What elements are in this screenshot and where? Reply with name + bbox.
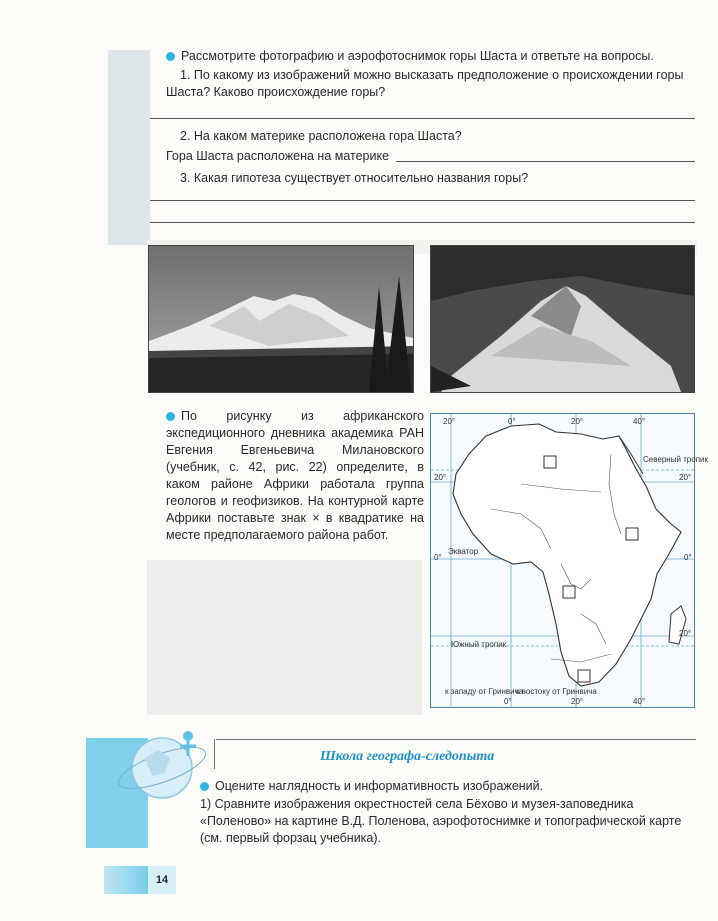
school-bullet: Оцените наглядность и информативность изображений. xyxy=(200,778,695,795)
map-label: 20° xyxy=(571,417,584,426)
map-label: 0° xyxy=(684,553,692,562)
answer-line[interactable] xyxy=(150,222,695,223)
map-label: 40° xyxy=(633,417,646,426)
map-label: 20° xyxy=(434,473,447,482)
map-label: Экватор xyxy=(448,547,479,556)
school-item-1: 1) Сравните изображения окрестностей села Бёхово и музея-заповедника «Поленово» на картине В.Д. Поленова, аэрофотоснимке и топографической карте (см. первый форзац учебника). xyxy=(200,797,682,845)
map-label: к востоку от Гринвича xyxy=(516,687,597,696)
bullet-icon xyxy=(200,782,209,791)
bullet-icon xyxy=(166,412,175,421)
map-label: 20° xyxy=(679,473,692,482)
map-checkbox-east-africa xyxy=(626,528,638,540)
task1-question-1: 1. По какому из изображений можно высказать предположение о происхождении горы Шаста? Каково происхождение горы? xyxy=(166,68,684,99)
mount-shasta-photo xyxy=(148,245,414,393)
page-number: 14 xyxy=(148,866,176,894)
task1-question-3: 3. Какая гипотеза существует относительно названия горы? xyxy=(180,171,529,185)
answer-line[interactable] xyxy=(150,200,695,201)
bullet-icon xyxy=(166,52,175,61)
map-checkbox-south-africa xyxy=(578,670,590,682)
task1-answer-prefix: Гора Шаста расположена на материке xyxy=(166,149,390,163)
map-label: 0° xyxy=(504,697,512,706)
map-label: 20° xyxy=(679,629,692,638)
continent-answer-line[interactable] xyxy=(396,161,695,162)
section-top-rule xyxy=(216,739,696,740)
globe-icon xyxy=(110,718,205,808)
task2-text: По рисунку из африканского экспедиционного дневника академика РАН Евгения Евгеньевича Милановского (учебник, с. 42, рис. 22) определите, в каком районе Африки работала группа геологов и геофизиков. На контурной карте Африки поставьте знак × в квадратике на месте предполагаемого района работ. xyxy=(166,409,424,542)
map-checkbox-sahara xyxy=(544,456,556,468)
map-label: 40° xyxy=(633,697,646,706)
section-bracket xyxy=(214,739,215,769)
school-title: Школа географа-следопыта xyxy=(320,749,495,764)
map-label: Южный тропик xyxy=(451,640,507,649)
task1-question-2: 2. На каком материке расположена гора Шаста? xyxy=(180,129,462,143)
map-label: 0° xyxy=(434,553,442,562)
map-label: Северный тропик xyxy=(643,455,709,464)
africa-contour-map xyxy=(430,413,709,708)
answer-line[interactable] xyxy=(150,118,695,119)
mount-shasta-aerial-photo xyxy=(430,245,695,393)
map-label: 20° xyxy=(443,417,456,426)
map-label: 20° xyxy=(571,697,584,706)
map-label: 0° xyxy=(508,417,516,426)
blank-area-shade xyxy=(147,560,422,715)
map-checkbox-central-africa xyxy=(563,586,575,598)
task1-intro: Рассмотрите фотографию и аэрофотоснимок горы Шаста и ответьте на вопросы. xyxy=(166,48,696,65)
map-label: к западу от Гринвича xyxy=(445,687,524,696)
margin-shade xyxy=(108,50,150,245)
